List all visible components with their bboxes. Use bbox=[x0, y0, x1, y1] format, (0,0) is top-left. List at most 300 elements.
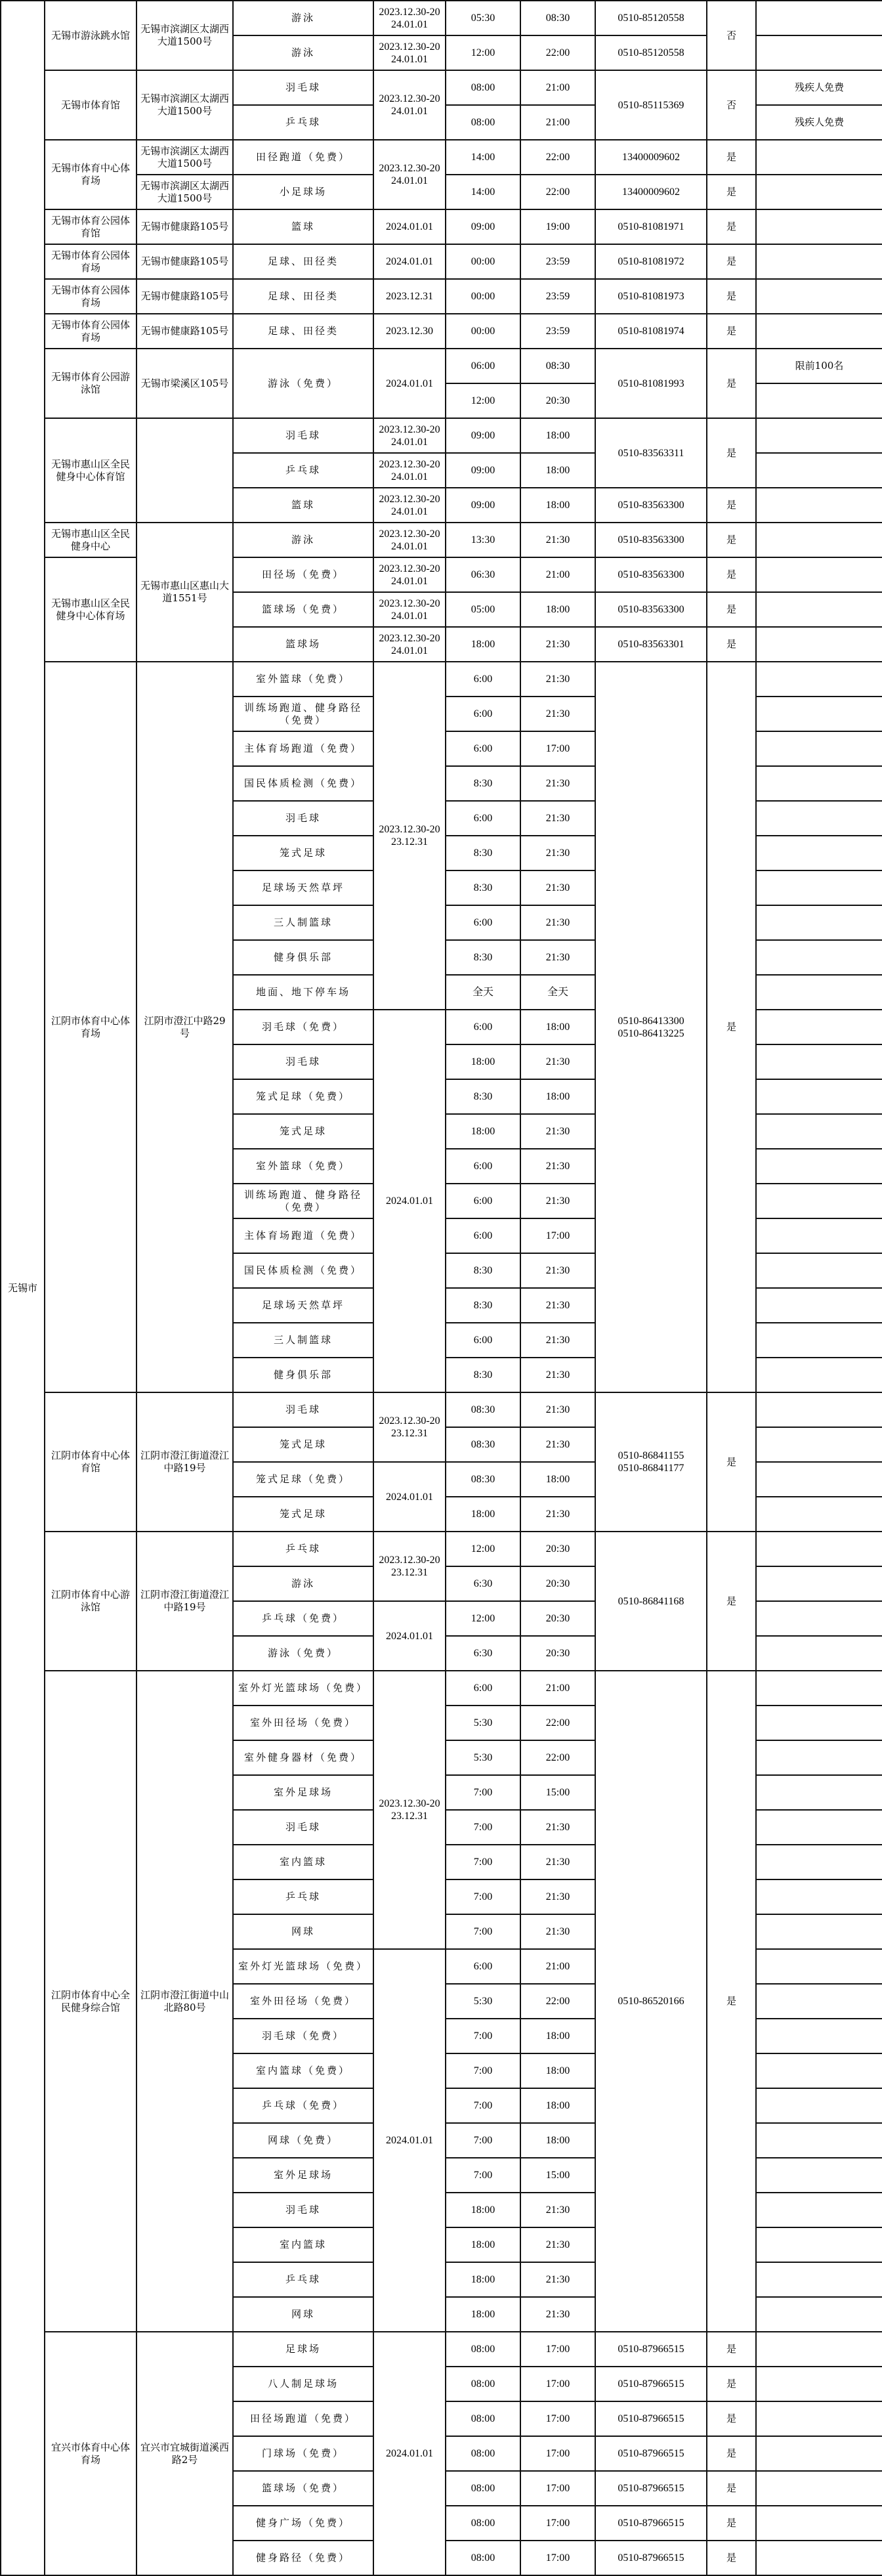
open-cell: 18:00 bbox=[446, 1044, 520, 1079]
close-cell: 22:00 bbox=[520, 175, 595, 209]
item-cell: 笼式足球（免费） bbox=[233, 1079, 373, 1114]
close-cell: 18:00 bbox=[520, 2088, 595, 2123]
addr-cell: 江阴市澄江街道澄江中路19号 bbox=[136, 1392, 233, 1532]
close-cell: 21:00 bbox=[520, 1949, 595, 1984]
open-cell: 06:00 bbox=[446, 349, 520, 383]
phone-cell: 0510-87966515 bbox=[595, 2401, 707, 2436]
open-cell: 8:30 bbox=[446, 766, 520, 801]
date-cell: 2023.12.30-2024.01.01 bbox=[373, 1, 446, 35]
close-cell: 21:30 bbox=[520, 905, 595, 940]
date-cell: 2023.12.30-2024.01.01 bbox=[373, 453, 446, 488]
close-cell: 15:00 bbox=[520, 1775, 595, 1810]
note-cell: 残疾人免费 bbox=[756, 105, 882, 140]
table-row bbox=[1, 279, 882, 314]
date-cell: 2023.12.30-2023.12.31 bbox=[373, 1671, 446, 1949]
note-cell bbox=[756, 1044, 882, 1079]
addr-cell: 无锡市滨湖区太湖西大道1500号 bbox=[136, 175, 233, 209]
item-cell: 乒乓球（免费） bbox=[233, 1601, 373, 1636]
free-cell: 是 bbox=[707, 2401, 756, 2436]
free-cell: 是 bbox=[707, 557, 756, 592]
note-cell bbox=[756, 2471, 882, 2506]
close-cell: 23:59 bbox=[520, 244, 595, 279]
open-cell: 5:30 bbox=[446, 1740, 520, 1775]
free-cell: 是 bbox=[707, 279, 756, 314]
phone-cell: 0510-83563301 bbox=[595, 627, 707, 662]
close-cell: 17:00 bbox=[520, 2471, 595, 2506]
date-cell: 2024.01.01 bbox=[373, 1949, 446, 2332]
note-cell bbox=[756, 2297, 882, 2332]
close-cell: 21:30 bbox=[520, 2297, 595, 2332]
addr-cell: 无锡市滨湖区太湖西大道1500号 bbox=[136, 140, 233, 175]
note-cell bbox=[756, 2158, 882, 2193]
date-cell: 2023.12.30-2024.01.01 bbox=[373, 140, 446, 209]
addr-cell: 无锡市健康路105号 bbox=[136, 209, 233, 244]
item-cell: 室外健身器材（免费） bbox=[233, 1740, 373, 1775]
open-cell: 6:00 bbox=[446, 905, 520, 940]
item-cell: 足球场天然草坪 bbox=[233, 1288, 373, 1323]
table-row bbox=[1, 662, 882, 697]
item-cell: 训练场跑道、健身路径（免费） bbox=[233, 1184, 373, 1218]
close-cell: 21:30 bbox=[520, 662, 595, 697]
date-cell: 2023.12.30-2023.12.31 bbox=[373, 1532, 446, 1601]
close-cell: 21:30 bbox=[520, 1358, 595, 1392]
open-cell: 18:00 bbox=[446, 627, 520, 662]
note-cell bbox=[756, 1218, 882, 1253]
close-cell: 17:00 bbox=[520, 2332, 595, 2367]
close-cell: 21:30 bbox=[520, 1323, 595, 1358]
open-cell: 14:00 bbox=[446, 140, 520, 175]
open-cell: 08:00 bbox=[446, 2401, 520, 2436]
note-cell bbox=[756, 1323, 882, 1358]
open-cell: 6:00 bbox=[446, 801, 520, 836]
close-cell: 08:30 bbox=[520, 349, 595, 383]
close-cell: 21:30 bbox=[520, 870, 595, 905]
open-cell: 6:00 bbox=[446, 731, 520, 766]
item-cell: 游泳（免费） bbox=[233, 1636, 373, 1671]
free-cell: 是 bbox=[707, 2541, 756, 2575]
open-cell: 12:00 bbox=[446, 35, 520, 70]
venue-cell: 无锡市游泳跳水馆 bbox=[45, 1, 136, 70]
free-cell: 是 bbox=[707, 2471, 756, 2506]
date-cell: 2023.12.31 bbox=[373, 279, 446, 314]
note-cell bbox=[756, 1949, 882, 1984]
note-cell bbox=[756, 1984, 882, 2019]
close-cell: 18:00 bbox=[520, 1462, 595, 1497]
note-cell bbox=[756, 1566, 882, 1601]
venue-cell: 宜兴市体育中心体育场 bbox=[45, 2332, 136, 2575]
date-cell: 2023.12.30-2024.01.01 bbox=[373, 488, 446, 523]
note-cell bbox=[756, 2088, 882, 2123]
phone-cell: 0510-85115369 bbox=[595, 70, 707, 140]
venue-cell: 江阴市体育中心体育场 bbox=[45, 662, 136, 1392]
open-cell: 12:00 bbox=[446, 1532, 520, 1566]
phone-cell: 0510-86841168 bbox=[595, 1532, 707, 1671]
open-cell: 09:00 bbox=[446, 209, 520, 244]
item-cell: 地面、地下停车场 bbox=[233, 975, 373, 1010]
open-cell: 7:00 bbox=[446, 1914, 520, 1949]
open-cell: 8:30 bbox=[446, 870, 520, 905]
phone-cell: 0510-83563300 bbox=[595, 592, 707, 627]
close-cell: 21:30 bbox=[520, 1288, 595, 1323]
close-cell: 21:30 bbox=[520, 2193, 595, 2227]
item-cell: 笼式足球 bbox=[233, 1427, 373, 1462]
item-cell: 游泳 bbox=[233, 1566, 373, 1601]
addr-cell: 宜兴市宜城街道溪西路2号 bbox=[136, 2332, 233, 2575]
note-cell bbox=[756, 488, 882, 523]
close-cell: 17:00 bbox=[520, 2401, 595, 2436]
item-cell: 室外篮球（免费） bbox=[233, 1149, 373, 1184]
open-cell: 18:00 bbox=[446, 2297, 520, 2332]
item-cell: 国民体质检测（免费） bbox=[233, 766, 373, 801]
close-cell: 18:00 bbox=[520, 592, 595, 627]
table-row bbox=[1, 349, 882, 383]
open-cell: 5:30 bbox=[446, 1984, 520, 2019]
note-cell bbox=[756, 279, 882, 314]
note-cell bbox=[756, 940, 882, 975]
free-cell: 是 bbox=[707, 1392, 756, 1532]
item-cell: 羽毛球 bbox=[233, 2193, 373, 2227]
free-cell: 是 bbox=[707, 418, 756, 488]
close-cell: 21:30 bbox=[520, 940, 595, 975]
close-cell: 23:59 bbox=[520, 279, 595, 314]
note-cell bbox=[756, 1253, 882, 1288]
close-cell: 全天 bbox=[520, 975, 595, 1010]
table-row bbox=[1, 523, 882, 557]
open-cell: 6:00 bbox=[446, 1010, 520, 1044]
free-cell: 是 bbox=[707, 1671, 756, 2332]
free-cell: 是 bbox=[707, 627, 756, 662]
open-cell: 18:00 bbox=[446, 1497, 520, 1532]
open-cell: 8:30 bbox=[446, 1079, 520, 1114]
note-cell bbox=[756, 314, 882, 349]
city-cell: 无锡市 bbox=[1, 1, 45, 2575]
phone-cell: 0510-83563300 bbox=[595, 488, 707, 523]
open-cell: 12:00 bbox=[446, 1601, 520, 1636]
addr-cell: 无锡市滨湖区太湖西大道1500号 bbox=[136, 70, 233, 140]
free-cell: 是 bbox=[707, 175, 756, 209]
close-cell: 15:00 bbox=[520, 2158, 595, 2193]
close-cell: 20:30 bbox=[520, 1532, 595, 1566]
item-cell: 网球 bbox=[233, 2297, 373, 2332]
open-cell: 08:00 bbox=[446, 2471, 520, 2506]
addr-cell: 无锡市健康路105号 bbox=[136, 314, 233, 349]
close-cell: 21:30 bbox=[520, 801, 595, 836]
free-cell: 否 bbox=[707, 70, 756, 140]
free-cell: 是 bbox=[707, 2436, 756, 2471]
close-cell: 21:30 bbox=[520, 2227, 595, 2262]
item-cell: 足球场天然草坪 bbox=[233, 870, 373, 905]
note-cell bbox=[756, 1879, 882, 1914]
note-cell bbox=[756, 1392, 882, 1427]
venue-cell: 无锡市体育公园体育馆 bbox=[45, 209, 136, 244]
addr-cell: 无锡市梁溪区105号 bbox=[136, 349, 233, 418]
item-cell: 八人制足球场 bbox=[233, 2367, 373, 2401]
phone-cell: 0510-83563300 bbox=[595, 557, 707, 592]
note-cell bbox=[756, 1810, 882, 1845]
close-cell: 21:30 bbox=[520, 1879, 595, 1914]
open-cell: 05:30 bbox=[446, 1, 520, 35]
close-cell: 21:30 bbox=[520, 1149, 595, 1184]
addr-cell: 江阴市澄江街道中山北路80号 bbox=[136, 1671, 233, 2332]
addr-cell: 江阴市澄江街道澄江中路19号 bbox=[136, 1532, 233, 1671]
addr-cell: 无锡市健康路105号 bbox=[136, 244, 233, 279]
note-cell bbox=[756, 2262, 882, 2297]
item-cell: 笼式足球（免费） bbox=[233, 1462, 373, 1497]
item-cell: 足球场 bbox=[233, 2332, 373, 2367]
free-cell: 是 bbox=[707, 140, 756, 175]
note-cell bbox=[756, 1010, 882, 1044]
open-cell: 6:00 bbox=[446, 1184, 520, 1218]
phone-cell: 0510-83563300 bbox=[595, 523, 707, 557]
note-cell bbox=[756, 2193, 882, 2227]
free-cell: 是 bbox=[707, 349, 756, 418]
note-cell bbox=[756, 2506, 882, 2541]
free-cell: 否 bbox=[707, 1, 756, 70]
open-cell: 09:00 bbox=[446, 453, 520, 488]
note-cell bbox=[756, 2332, 882, 2367]
venue-cell: 无锡市惠山区全民健身中心体育馆 bbox=[45, 418, 136, 523]
item-cell: 羽毛球（免费） bbox=[233, 1010, 373, 1044]
close-cell: 22:00 bbox=[520, 1740, 595, 1775]
venue-cell: 无锡市体育馆 bbox=[45, 70, 136, 140]
item-cell: 室内篮球（免费） bbox=[233, 2053, 373, 2088]
item-cell: 游泳（免费） bbox=[233, 349, 373, 418]
close-cell: 22:00 bbox=[520, 140, 595, 175]
note-cell bbox=[756, 1427, 882, 1462]
note-cell bbox=[756, 1358, 882, 1392]
item-cell: 健身俱乐部 bbox=[233, 1358, 373, 1392]
table-row bbox=[1, 557, 882, 592]
table-row bbox=[1, 244, 882, 279]
note-cell bbox=[756, 1114, 882, 1149]
phone-cell: 13400009602 bbox=[595, 140, 707, 175]
date-cell: 2024.01.01 bbox=[373, 2332, 446, 2575]
item-cell: 游泳 bbox=[233, 523, 373, 557]
close-cell: 23:59 bbox=[520, 314, 595, 349]
item-cell: 乒乓球 bbox=[233, 105, 373, 140]
open-cell: 00:00 bbox=[446, 279, 520, 314]
open-cell: 7:00 bbox=[446, 2053, 520, 2088]
item-cell: 田径场（免费） bbox=[233, 557, 373, 592]
open-cell: 7:00 bbox=[446, 1775, 520, 1810]
close-cell: 20:30 bbox=[520, 383, 595, 418]
free-cell: 是 bbox=[707, 209, 756, 244]
phone-cell: 0510-87966515 bbox=[595, 2436, 707, 2471]
addr-cell: 无锡市滨湖区太湖西大道1500号 bbox=[136, 1, 233, 70]
open-cell: 7:00 bbox=[446, 2019, 520, 2053]
item-cell: 笼式足球 bbox=[233, 1114, 373, 1149]
open-cell: 8:30 bbox=[446, 940, 520, 975]
phone-cell: 0510-81081974 bbox=[595, 314, 707, 349]
note-cell bbox=[756, 905, 882, 940]
note-cell bbox=[756, 2227, 882, 2262]
phone-cell: 0510-87966515 bbox=[595, 2506, 707, 2541]
phone-cell: 13400009602 bbox=[595, 175, 707, 209]
addr-cell bbox=[136, 418, 233, 523]
close-cell: 22:00 bbox=[520, 35, 595, 70]
item-cell: 乒乓球 bbox=[233, 2262, 373, 2297]
close-cell: 17:00 bbox=[520, 2541, 595, 2575]
open-cell: 08:00 bbox=[446, 2506, 520, 2541]
note-cell bbox=[756, 2123, 882, 2158]
close-cell: 18:00 bbox=[520, 1010, 595, 1044]
free-cell: 是 bbox=[707, 592, 756, 627]
close-cell: 17:00 bbox=[520, 2367, 595, 2401]
close-cell: 21:30 bbox=[520, 1253, 595, 1288]
note-cell bbox=[756, 2541, 882, 2575]
close-cell: 21:30 bbox=[520, 1114, 595, 1149]
item-cell: 主体育场跑道（免费） bbox=[233, 731, 373, 766]
close-cell: 21:30 bbox=[520, 1497, 595, 1532]
item-cell: 小足球场 bbox=[233, 175, 373, 209]
note-cell bbox=[756, 1079, 882, 1114]
open-cell: 12:00 bbox=[446, 383, 520, 418]
table-row bbox=[1, 418, 882, 453]
close-cell: 18:00 bbox=[520, 418, 595, 453]
phone-cell: 0510-81081993 bbox=[595, 349, 707, 418]
open-cell: 08:30 bbox=[446, 1462, 520, 1497]
note-cell bbox=[756, 1184, 882, 1218]
note-cell bbox=[756, 383, 882, 418]
item-cell: 羽毛球 bbox=[233, 1810, 373, 1845]
phone-cell: 0510-83563311 bbox=[595, 418, 707, 488]
note-cell bbox=[756, 697, 882, 731]
open-cell: 06:30 bbox=[446, 557, 520, 592]
free-cell: 是 bbox=[707, 314, 756, 349]
table-row bbox=[1, 209, 882, 244]
note-cell bbox=[756, 2367, 882, 2401]
open-cell: 6:00 bbox=[446, 697, 520, 731]
note-cell bbox=[756, 1706, 882, 1740]
open-cell: 14:00 bbox=[446, 175, 520, 209]
item-cell: 羽毛球 bbox=[233, 70, 373, 105]
date-cell: 2024.01.01 bbox=[373, 244, 446, 279]
free-cell: 是 bbox=[707, 244, 756, 279]
close-cell: 08:30 bbox=[520, 1, 595, 35]
open-cell: 08:30 bbox=[446, 1392, 520, 1427]
note-cell bbox=[756, 453, 882, 488]
phone-cell: 0510-81081971 bbox=[595, 209, 707, 244]
item-cell: 篮球场 bbox=[233, 627, 373, 662]
open-cell: 08:00 bbox=[446, 2332, 520, 2367]
close-cell: 18:00 bbox=[520, 1079, 595, 1114]
close-cell: 21:30 bbox=[520, 697, 595, 731]
item-cell: 篮球场（免费） bbox=[233, 592, 373, 627]
note-cell bbox=[756, 244, 882, 279]
close-cell: 17:00 bbox=[520, 2436, 595, 2471]
open-cell: 18:00 bbox=[446, 1114, 520, 1149]
close-cell: 18:00 bbox=[520, 2123, 595, 2158]
phone-cell: 0510-87966515 bbox=[595, 2471, 707, 2506]
item-cell: 室外灯光篮球场（免费） bbox=[233, 1671, 373, 1706]
close-cell: 21:30 bbox=[520, 836, 595, 870]
date-cell: 2023.12.30-2024.01.01 bbox=[373, 35, 446, 70]
date-cell: 2023.12.30-2023.12.31 bbox=[373, 1392, 446, 1462]
phone-cell: 0510-86841155 0510-86841177 bbox=[595, 1392, 707, 1532]
open-cell: 6:00 bbox=[446, 1671, 520, 1706]
item-cell: 笼式足球 bbox=[233, 836, 373, 870]
open-cell: 08:00 bbox=[446, 2436, 520, 2471]
open-cell: 6:00 bbox=[446, 1949, 520, 1984]
open-cell: 7:00 bbox=[446, 1845, 520, 1879]
open-cell: 6:00 bbox=[446, 1323, 520, 1358]
open-cell: 6:00 bbox=[446, 1218, 520, 1253]
open-cell: 8:30 bbox=[446, 1358, 520, 1392]
open-cell: 08:00 bbox=[446, 70, 520, 105]
item-cell: 足球、田径类 bbox=[233, 244, 373, 279]
venue-cell: 无锡市惠山区全民健身中心体育场 bbox=[45, 557, 136, 662]
note-cell bbox=[756, 1288, 882, 1323]
date-cell: 2023.12.30-2024.01.01 bbox=[373, 523, 446, 557]
table-row bbox=[1, 1671, 882, 1706]
close-cell: 18:00 bbox=[520, 2019, 595, 2053]
item-cell: 足球、田径类 bbox=[233, 314, 373, 349]
note-cell bbox=[756, 836, 882, 870]
date-cell: 2024.01.01 bbox=[373, 1462, 446, 1532]
date-cell: 2024.01.01 bbox=[373, 209, 446, 244]
table-body bbox=[1, 1, 882, 2575]
table-row bbox=[1, 1, 882, 35]
note-cell bbox=[756, 766, 882, 801]
note-cell bbox=[756, 557, 882, 592]
close-cell: 20:30 bbox=[520, 1566, 595, 1601]
open-cell: 08:30 bbox=[446, 1427, 520, 1462]
close-cell: 21:30 bbox=[520, 1845, 595, 1879]
table-row bbox=[1, 70, 882, 105]
close-cell: 22:00 bbox=[520, 1706, 595, 1740]
open-cell: 09:00 bbox=[446, 418, 520, 453]
addr-cell: 无锡市健康路105号 bbox=[136, 279, 233, 314]
venue-cell: 无锡市体育中心体育场 bbox=[45, 140, 136, 209]
open-cell: 13:30 bbox=[446, 523, 520, 557]
item-cell: 乒乓球 bbox=[233, 1879, 373, 1914]
date-cell: 2023.12.30-2024.01.01 bbox=[373, 70, 446, 140]
item-cell: 田径跑道（免费） bbox=[233, 140, 373, 175]
close-cell: 21:30 bbox=[520, 627, 595, 662]
open-cell: 09:00 bbox=[446, 488, 520, 523]
phone-cell: 0510-87966515 bbox=[595, 2332, 707, 2367]
note-cell bbox=[756, 1671, 882, 1706]
open-cell: 6:30 bbox=[446, 1566, 520, 1601]
item-cell: 室外足球场 bbox=[233, 2158, 373, 2193]
phone-cell: 0510-86520166 bbox=[595, 1671, 707, 2332]
open-cell: 05:00 bbox=[446, 592, 520, 627]
open-cell: 00:00 bbox=[446, 314, 520, 349]
close-cell: 21:30 bbox=[520, 523, 595, 557]
note-cell bbox=[756, 2019, 882, 2053]
close-cell: 21:00 bbox=[520, 557, 595, 592]
note-cell: 限前100名 bbox=[756, 349, 882, 383]
close-cell: 21:00 bbox=[520, 1671, 595, 1706]
item-cell: 羽毛球 bbox=[233, 801, 373, 836]
item-cell: 游泳 bbox=[233, 1, 373, 35]
phone-cell: 0510-87966515 bbox=[595, 2541, 707, 2575]
date-cell: 2024.01.01 bbox=[373, 1601, 446, 1671]
note-cell bbox=[756, 1914, 882, 1949]
item-cell: 室外灯光篮球场（免费） bbox=[233, 1949, 373, 1984]
close-cell: 21:00 bbox=[520, 105, 595, 140]
venue-cell: 无锡市体育公园体育场 bbox=[45, 314, 136, 349]
open-cell: 7:00 bbox=[446, 2158, 520, 2193]
open-cell: 5:30 bbox=[446, 1706, 520, 1740]
venue-cell: 无锡市体育公园体育场 bbox=[45, 279, 136, 314]
note-cell bbox=[756, 731, 882, 766]
close-cell: 17:00 bbox=[520, 731, 595, 766]
item-cell: 室外田径场（免费） bbox=[233, 1984, 373, 2019]
free-cell: 是 bbox=[707, 488, 756, 523]
item-cell: 篮球 bbox=[233, 209, 373, 244]
phone-cell: 0510-85120558 bbox=[595, 35, 707, 70]
